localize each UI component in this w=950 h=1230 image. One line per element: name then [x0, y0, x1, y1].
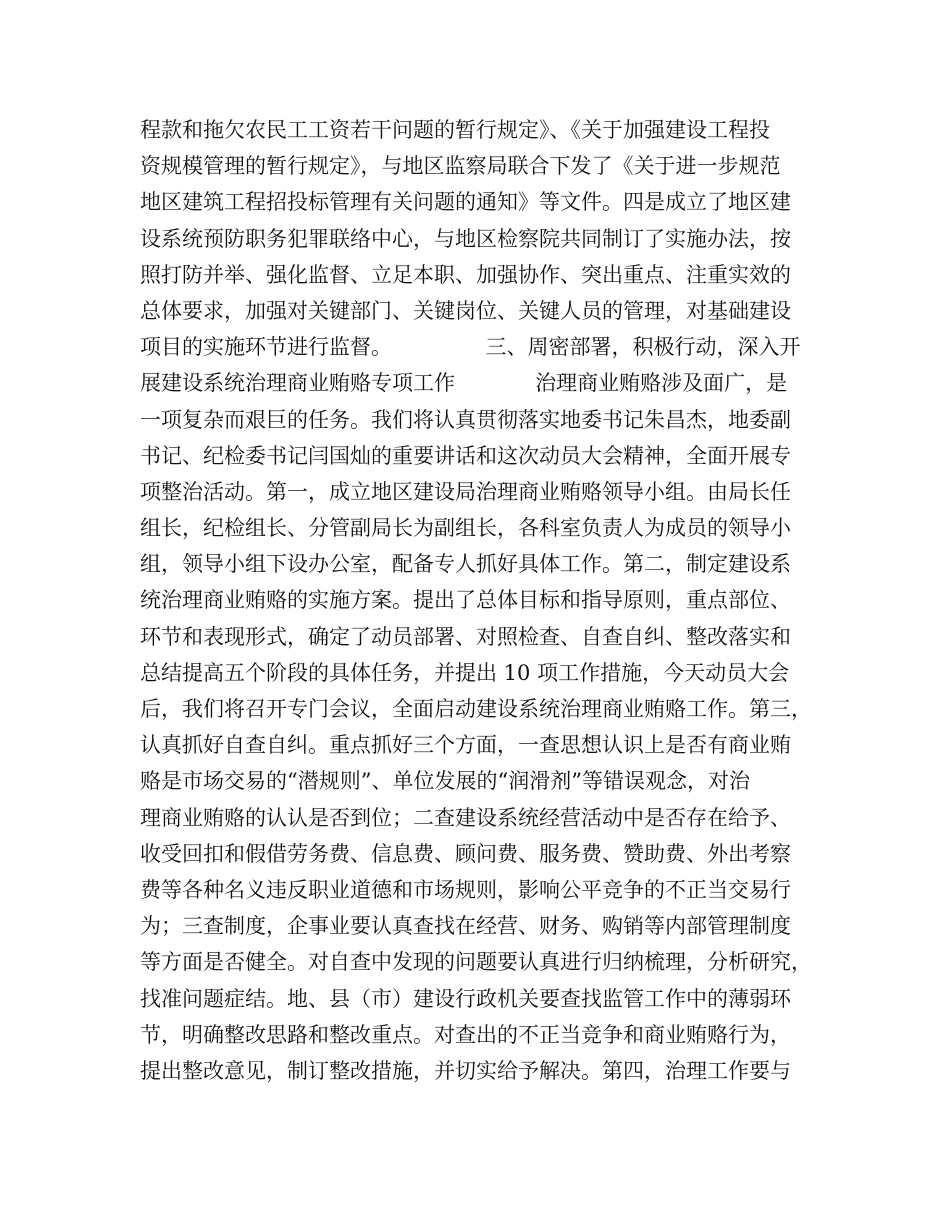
text-line: 赂是市场交易的“潜规则”、单位发展的“润滑剂”等错误观念，对治: [140, 769, 750, 794]
text-line: 费等各种名义违反职业道德和市场规则，影响公平竞争的不正当交易行: [140, 877, 791, 902]
text-line: 找准问题症结。地、县（市）建设行政机关要查找监管工作中的薄弱环: [140, 986, 791, 1011]
text-line: 总体要求，加强对关键部门、关键岗位、关键人员的管理，对基础建设: [140, 298, 791, 323]
text-line: 后，我们将召开专门会议，全面启动建设系统治理商业贿赂工作。第三，: [140, 697, 812, 721]
text-line: 项整治活动。第一，成立地区建设局治理商业贿赂领导小组。由局长任: [140, 479, 791, 504]
text-line: 环节和表现形式，确定了动员部署、对照检查、自查自纠、整改落实和: [140, 624, 791, 649]
text-line: 设系统预防职务犯罪联络中心，与地区检察院共同制订了实施办法，按: [140, 226, 791, 251]
text-line: 总结提高五个阶段的具体任务，并提出 10 项工作措施，今天动员大会: [140, 660, 790, 685]
text-line: 为；三查制度，企事业要认真查找在经营、财务、购销等内部管理制度: [140, 914, 791, 939]
text-line: 项目的实施环节进行监督。 三、周密部署，积极行动，深入开: [140, 335, 801, 360]
body-text: [140, 112, 830, 1089]
text-line: 收受回扣和假借劳务费、信息费、顾问费、服务费、赞助费、外出考察: [140, 841, 791, 866]
text-line: 地区建筑工程招投标管理有关问题的通知》等文件。四是成立了地区建: [140, 190, 791, 215]
text-line: 等方面是否健全。对自查中发现的问题要认真进行归纳梳理，分析研究，: [140, 950, 812, 975]
text-line: 展建设系统治理商业贿赂专项工作 治理商业贿赂涉及面广，是: [140, 371, 788, 396]
text-line: 程款和拖欠农民工工资若干问题的暂行规定》、《关于加强建设工程投: [140, 118, 770, 142]
text-line: 组长，纪检组长、分管副局长为副组长，各科室负责人为成员的领导小: [140, 516, 791, 541]
text-line: 认真抓好自查自纠。重点抓好三个方面，一查思想认识上是否有商业贿: [140, 733, 791, 758]
text-line: 书记、纪检委书记闫国灿的重要讲话和这次动员大会精神，全面开展专: [140, 443, 791, 468]
text-line: 组，领导小组下设办公室，配备专人抓好具体工作。第二，制定建设系: [140, 552, 791, 577]
text-line: 统治理商业贿赂的实施方案。提出了总体目标和指导原则，重点部位、: [140, 588, 791, 613]
text-line: 资规模管理的暂行规定》，与地区监察局联合下发了《关于进一步规范: [140, 154, 781, 179]
text-line: 节，明确整改思路和整改重点。对查出的不正当竞争和商业贿赂行为，: [140, 1022, 791, 1047]
text-line: 照打防并举、强化监督、立足本职、加强协作、突出重点、注重实效的: [140, 262, 791, 287]
text-line: 提出整改意见，制订整改措施，并切实给予解决。第四，治理工作要与: [140, 1058, 791, 1083]
text-line: 理商业贿赂的认认是否到位；二查建设系统经营活动中是否存在给予、: [140, 805, 791, 830]
text-line: 一项复杂而艰巨的任务。我们将认真贯彻落实地委书记朱昌杰，地委副: [140, 407, 791, 432]
